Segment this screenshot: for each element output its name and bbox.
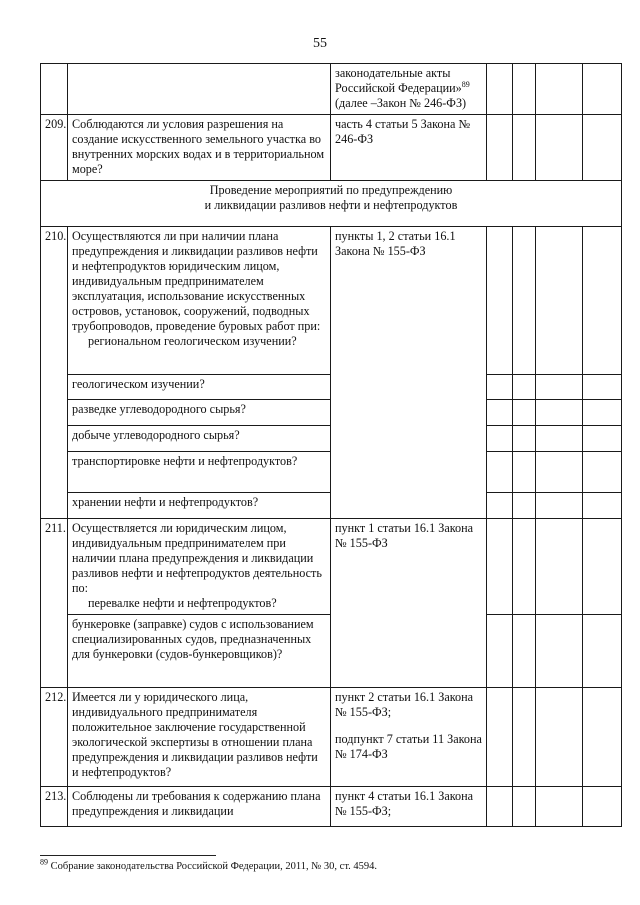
answer-no-cell[interactable] <box>513 787 536 827</box>
answer-yes-cell[interactable] <box>487 115 513 181</box>
answer-yes-cell[interactable] <box>487 452 513 493</box>
question-text: Соблюдаются ли условия разрешения на создание искусственного земельного участка во внутренних морских водах и в территориальном море? <box>68 115 331 181</box>
answer-na-cell[interactable] <box>536 688 583 787</box>
answer-yes-cell[interactable] <box>487 400 513 426</box>
answer-no-cell[interactable] <box>513 519 536 615</box>
remark-cell[interactable] <box>583 227 622 375</box>
question-text: Осуществляется ли юридическим лицом, индивидуальным предпринимателем при наличии плана предупреждения и ликвидации разливов нефти и нефтепродуктов деятельность по: перевалке нефти и нефтепродуктов? <box>68 519 331 615</box>
answer-na-cell[interactable] <box>536 493 583 519</box>
answer-na-cell[interactable] <box>536 227 583 375</box>
sub-question: добыче углеводородного сырья? <box>68 426 331 452</box>
question-cell <box>68 64 331 115</box>
answer-na-cell[interactable] <box>536 426 583 452</box>
remark-cell[interactable] <box>583 426 622 452</box>
answer-no-cell[interactable] <box>513 400 536 426</box>
row-number <box>41 64 68 115</box>
answer-no-cell[interactable] <box>513 227 536 375</box>
legal-basis: пункт 4 статьи 16.1 Закона № 155-ФЗ; <box>331 787 487 827</box>
answer-yes-cell[interactable] <box>487 426 513 452</box>
remark-cell[interactable] <box>583 452 622 493</box>
answer-no-cell[interactable] <box>513 64 536 115</box>
row-number: 209. <box>41 115 68 181</box>
table-row <box>41 688 622 787</box>
answer-no-cell[interactable] <box>513 426 536 452</box>
legal-basis: пункт 2 статьи 16.1 Закона № 155-ФЗ; подпункт 7 статьи 11 Закона № 174-ФЗ <box>331 688 487 787</box>
remark-cell[interactable] <box>583 787 622 827</box>
legal-basis: часть 4 статьи 5 Закона № 246-ФЗ <box>331 115 487 181</box>
section-row <box>41 181 622 227</box>
legal-basis: пункты 1, 2 статьи 16.1 Закона № 155-ФЗ <box>331 227 487 519</box>
answer-na-cell[interactable] <box>536 400 583 426</box>
table-row <box>41 64 622 115</box>
footnote-divider <box>40 855 216 856</box>
remark-cell[interactable] <box>583 375 622 400</box>
answer-na-cell[interactable] <box>536 115 583 181</box>
row-number: 213. <box>41 787 68 827</box>
sub-question: разведке углеводородного сырья? <box>68 400 331 426</box>
answer-no-cell[interactable] <box>513 452 536 493</box>
table-row <box>41 787 622 827</box>
answer-na-cell[interactable] <box>536 64 583 115</box>
answer-na-cell[interactable] <box>536 519 583 615</box>
question-text: Имеется ли у юридического лица, индивидуального предпринимателя положительное заключение государственной экологической экспертизы в отношении плана предупреждения и ликвидации разливов нефти и нефтепродуктов? <box>68 688 331 787</box>
remark-cell[interactable] <box>583 688 622 787</box>
sub-question: хранении нефти и нефтепродуктов? <box>68 493 331 519</box>
answer-yes-cell[interactable] <box>487 787 513 827</box>
answer-yes-cell[interactable] <box>487 64 513 115</box>
legal-basis: законодательные акты Российской Федерации»$^{89}$ (далее –Закон № 246-ФЗ) <box>331 64 487 115</box>
table-row <box>41 519 622 615</box>
answer-yes-cell[interactable] <box>487 688 513 787</box>
answer-na-cell[interactable] <box>536 375 583 400</box>
remark-cell[interactable] <box>583 64 622 115</box>
row-number: 211. <box>41 519 68 688</box>
remark-cell[interactable] <box>583 400 622 426</box>
answer-yes-cell[interactable] <box>487 615 513 688</box>
page-number: 55 <box>313 36 327 51</box>
footnote: $^{89}$ Собрание законодательства Российской Федерации, 2011, № 30, ст. 4594. <box>40 857 378 872</box>
answer-no-cell[interactable] <box>513 493 536 519</box>
remark-cell[interactable] <box>583 493 622 519</box>
answer-no-cell[interactable] <box>513 688 536 787</box>
answer-yes-cell[interactable] <box>487 519 513 615</box>
section-title: Проведение мероприятий по предупреждению и ликвидации разливов нефти и нефтепродуктов <box>41 181 622 227</box>
legal-basis: пункт 1 статьи 16.1 Закона № 155-ФЗ <box>331 519 487 688</box>
answer-no-cell[interactable] <box>513 375 536 400</box>
remark-cell[interactable] <box>583 615 622 688</box>
sub-question: транспортировке нефти и нефтепродуктов? <box>68 452 331 493</box>
answer-yes-cell[interactable] <box>487 375 513 400</box>
answer-no-cell[interactable] <box>513 615 536 688</box>
sub-question: геологическом изучении? <box>68 375 331 400</box>
question-text: Осуществляются ли при наличии плана предупреждения и ликвидации разливов нефти и нефтепродуктов юридическим лицом, индивидуальным предпринимателем эксплуатация, использование искусственных островов, установок, сооружений, подводных трубопроводов, проведение буровых работ при: региональном геологическом изучении? <box>68 227 331 375</box>
answer-yes-cell[interactable] <box>487 227 513 375</box>
answer-yes-cell[interactable] <box>487 493 513 519</box>
answer-na-cell[interactable] <box>536 787 583 827</box>
answer-no-cell[interactable] <box>513 115 536 181</box>
answer-na-cell[interactable] <box>536 615 583 688</box>
sub-question: бункеровке (заправке) судов с использованием специализированных судов, предназначенных для бункеровки (судов-бункеровщиков)? <box>68 615 331 688</box>
row-number: 210. <box>41 227 68 519</box>
table-row <box>41 115 622 181</box>
answer-na-cell[interactable] <box>536 452 583 493</box>
remark-cell[interactable] <box>583 519 622 615</box>
remark-cell[interactable] <box>583 115 622 181</box>
row-number: 212. <box>41 688 68 787</box>
requirements-table <box>40 63 622 827</box>
table-row <box>41 227 622 375</box>
question-text: Соблюдены ли требования к содержанию плана предупреждения и ликвидации <box>68 787 331 827</box>
